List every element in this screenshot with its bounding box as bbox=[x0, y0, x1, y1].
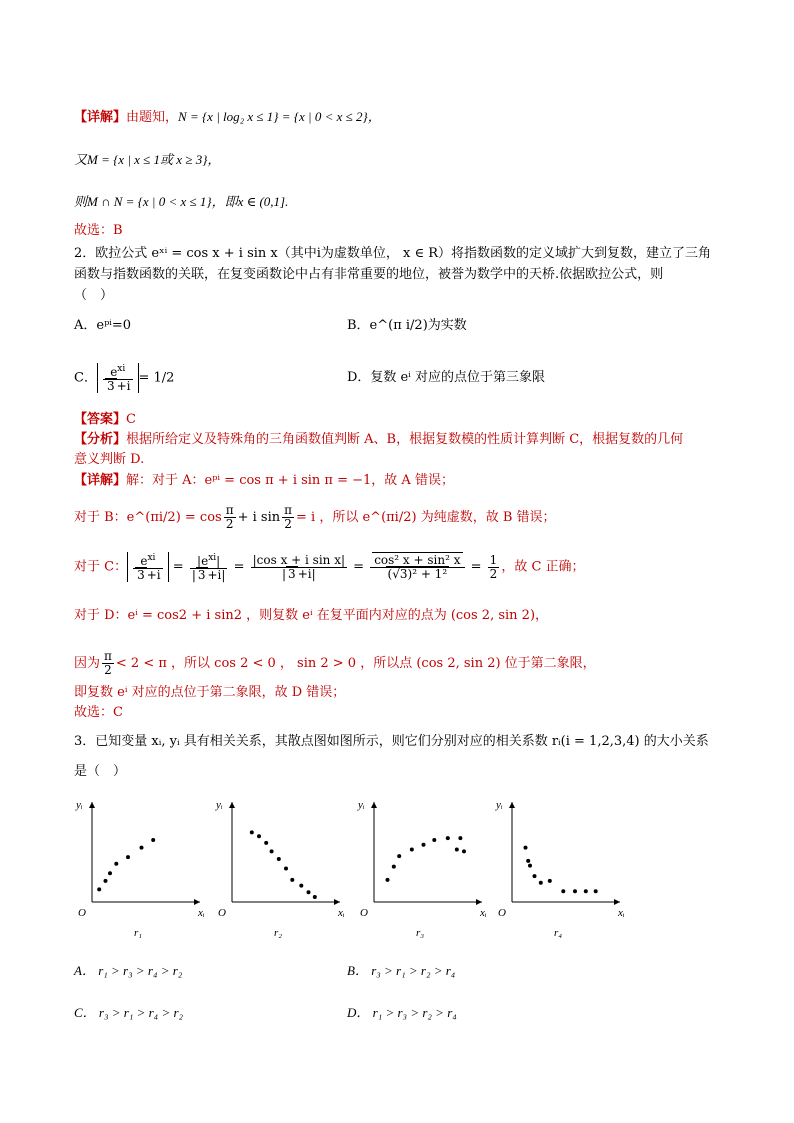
q3-option-a: A． r₁ > r₃ > r₄ > r₂ bbox=[74, 963, 183, 978]
data-point bbox=[140, 846, 144, 850]
data-point bbox=[526, 859, 530, 863]
detail-d-line: 对于 D：eⁱ = cos2 + i sin2 ，则复数 eⁱ 在复平面内对应的点为 (cos 2, sin 2)， bbox=[74, 608, 549, 623]
detail-n-line bbox=[74, 108, 381, 127]
x-axis-label: xᵢ bbox=[338, 907, 345, 919]
data-point bbox=[397, 854, 401, 858]
detail-tag-2: 【详解】 bbox=[74, 473, 127, 488]
origin-label: O bbox=[498, 907, 506, 919]
data-point bbox=[257, 834, 261, 838]
q3-line2: 是（ ） bbox=[74, 764, 127, 779]
scatter-plot-r1 bbox=[72, 792, 205, 946]
data-point bbox=[97, 887, 101, 891]
q2-option-c: C． $\frac{e^{xi}}{3 +i}$ = 1/2 bbox=[74, 364, 175, 393]
scatter-svg bbox=[354, 792, 487, 942]
data-point bbox=[446, 836, 450, 840]
q2-line1: 2．欧拉公式 eˣⁱ = cos x + i sin x（其中i为虚数单位， x ∈ R）将指数函数的定义域扩大到复数，建立了三角 bbox=[74, 246, 712, 261]
because-text: < 2 < π ，所以 cos 2 < 0 ， sin 2 > 0 ，所以点 (cos 2, sin 2) 位于第二象限， bbox=[115, 656, 596, 671]
because-pre: 因为 bbox=[74, 656, 101, 671]
scatter-plot-r4 bbox=[492, 792, 625, 946]
detail-b-line: 对于 B：e^(πi/2) = cos $\frac{\pi}{2}$ + i sin $\frac{\pi}{2}$ = i ，所以 e^(πi/2) 为纯虚数，故 B 错误； bbox=[74, 503, 556, 531]
x-axis-label: xᵢ bbox=[198, 907, 205, 919]
x-axis-label: xᵢ bbox=[618, 907, 625, 919]
conclude-line: 即复数 eⁱ 对应的点位于第二象限，故 D 错误； bbox=[74, 685, 346, 700]
q2-option-a: A．eᵖⁱ=0 bbox=[74, 318, 132, 333]
data-point bbox=[524, 846, 528, 850]
detail-c-line: 对于 C： $\frac{e^{xi}}{3 +i}$ = $\frac{|e^{xi}|}{| 3 +i|}$ = $\frac{\text{|cos x + i sin x|}}{| 3 +i|}$ = $\frac{\text{cos² x + sin² x}}{\text{(√3)² + 1²}}$ = $\frac{1}{2}$ ，故 C 正确； bbox=[74, 552, 585, 582]
data-point bbox=[114, 862, 118, 866]
data-point bbox=[594, 889, 598, 893]
data-point bbox=[386, 878, 390, 882]
q2-option-d: D．复数 eⁱ 对应的点位于第三象限 bbox=[347, 370, 545, 385]
answer-1: 故选：B bbox=[74, 223, 123, 238]
y-axis-label: yᵢ bbox=[358, 799, 365, 811]
intersection-line: 则M ∩ N = {x | 0 < x ≤ 1}，即x ∈ (0,1]. bbox=[74, 194, 289, 209]
data-point bbox=[126, 855, 130, 859]
q2-option-c-math: = 1/2 bbox=[138, 370, 175, 386]
detail-a: 解：对于 A：eᵖⁱ = cos π + i sin π = −1，故 A 错误； bbox=[126, 473, 454, 488]
q2-line3: （ ） bbox=[74, 288, 114, 303]
x-axis-label: xᵢ bbox=[480, 907, 487, 919]
detail-c-pre: 对于 C： bbox=[74, 559, 128, 575]
data-point bbox=[313, 895, 317, 899]
origin-label: O bbox=[360, 907, 368, 919]
answer-2: 故选：C bbox=[74, 705, 123, 720]
data-point bbox=[307, 890, 311, 894]
data-point bbox=[539, 881, 543, 885]
analysis-tag: 【分析】 bbox=[74, 432, 127, 447]
q2-line2: 函数与指数函数的关联，在复变函数论中占有非常重要的地位，被誉为数学中的天桥.依据欧拉公式，则 bbox=[74, 267, 664, 282]
scatter-svg bbox=[492, 792, 625, 942]
set-n-math: N = {x | log₂ x ≤ 1} = {x | 0 < x ≤ 2}， bbox=[178, 109, 381, 124]
y-arrow bbox=[371, 802, 377, 808]
detail-b-post: = i ，所以 e^(πi/2) 为纯虚数，故 B 错误； bbox=[296, 510, 556, 525]
detail-a-line bbox=[74, 472, 454, 490]
origin-label: O bbox=[218, 907, 226, 919]
data-point bbox=[561, 889, 565, 893]
data-point bbox=[392, 865, 396, 869]
data-point bbox=[573, 889, 577, 893]
plot-label: r₃ bbox=[416, 927, 425, 939]
detail-b-pre: 对于 B：e^(πi/2) = cos bbox=[74, 510, 222, 525]
answer-tag: 【答案】 bbox=[74, 412, 127, 427]
y-arrow bbox=[229, 802, 235, 808]
data-point bbox=[299, 884, 303, 888]
data-point bbox=[410, 848, 414, 852]
q2-option-c-label: C． bbox=[74, 370, 97, 386]
plot-label: r₄ bbox=[554, 927, 563, 939]
analysis-line2: 意义判断 D. bbox=[74, 452, 145, 467]
data-point bbox=[584, 889, 588, 893]
x-arrow bbox=[194, 899, 200, 905]
data-point bbox=[270, 849, 274, 853]
data-point bbox=[462, 849, 466, 853]
data-point bbox=[277, 857, 281, 861]
q3-option-d: D． r₁ > r₃ > r₂ > r₄ bbox=[347, 1005, 457, 1020]
y-arrow bbox=[509, 802, 515, 808]
data-point bbox=[422, 843, 426, 847]
data-point bbox=[104, 879, 108, 883]
x-arrow bbox=[334, 899, 340, 905]
data-point bbox=[264, 841, 268, 845]
detail-c-post: ，故 C 正确； bbox=[501, 559, 585, 575]
answer-value: C bbox=[126, 412, 136, 427]
data-point bbox=[108, 871, 112, 875]
data-point bbox=[151, 838, 155, 842]
x-arrow bbox=[476, 899, 482, 905]
data-point bbox=[548, 879, 552, 883]
q2-option-b: B．e^(π i/2)为实数 bbox=[347, 318, 467, 333]
q3-line1: 3．已知变量 xᵢ, yᵢ 具有相关关系，其散点图如图所示，则它们分别对应的相关系数 rᵢ(i = 1,2,3,4) 的大小关系 bbox=[74, 734, 709, 749]
q3-option-c: C． r₃ > r₁ > r₄ > r₂ bbox=[74, 1005, 184, 1020]
scatter-plot-r3 bbox=[354, 792, 487, 946]
analysis-text: 根据所给定义及特殊角的三角函数值判断 A、B，根据复数模的性质计算判断 C，根据复数的几何 bbox=[126, 432, 684, 447]
analysis-line1 bbox=[74, 431, 683, 449]
detail-tag: 【详解】 bbox=[74, 110, 127, 125]
origin-label: O bbox=[78, 907, 86, 919]
scatter-svg bbox=[212, 792, 345, 942]
x-arrow bbox=[614, 899, 620, 905]
set-m-line: 又M = {x | x ≤ 1或 x ≥ 3}， bbox=[74, 152, 221, 167]
y-arrow bbox=[89, 802, 95, 808]
answer-line bbox=[74, 411, 136, 429]
y-axis-label: yᵢ bbox=[76, 799, 83, 811]
because-line: 因为 $\frac{\pi}{2}$ < 2 < π ，所以 cos 2 < 0 ， sin 2 > 0 ，所以点 (cos 2, sin 2) 位于第二象限， bbox=[74, 649, 596, 677]
data-point bbox=[458, 836, 462, 840]
scatter-plot-r2 bbox=[212, 792, 345, 946]
q3-option-b: B． r₃ > r₁ > r₂ > r₄ bbox=[347, 963, 456, 978]
plot-label: r₂ bbox=[274, 927, 283, 939]
data-point bbox=[290, 878, 294, 882]
scatter-svg bbox=[72, 792, 205, 942]
data-point bbox=[284, 867, 288, 871]
y-axis-label: yᵢ bbox=[216, 799, 223, 811]
data-point bbox=[533, 874, 537, 878]
data-point bbox=[528, 864, 532, 868]
plot-label: r₁ bbox=[134, 927, 143, 939]
detail-text: 由题知， bbox=[126, 110, 179, 125]
y-axis-label: yᵢ bbox=[496, 799, 503, 811]
data-point bbox=[250, 830, 254, 834]
data-point bbox=[455, 848, 459, 852]
data-point bbox=[432, 838, 436, 842]
